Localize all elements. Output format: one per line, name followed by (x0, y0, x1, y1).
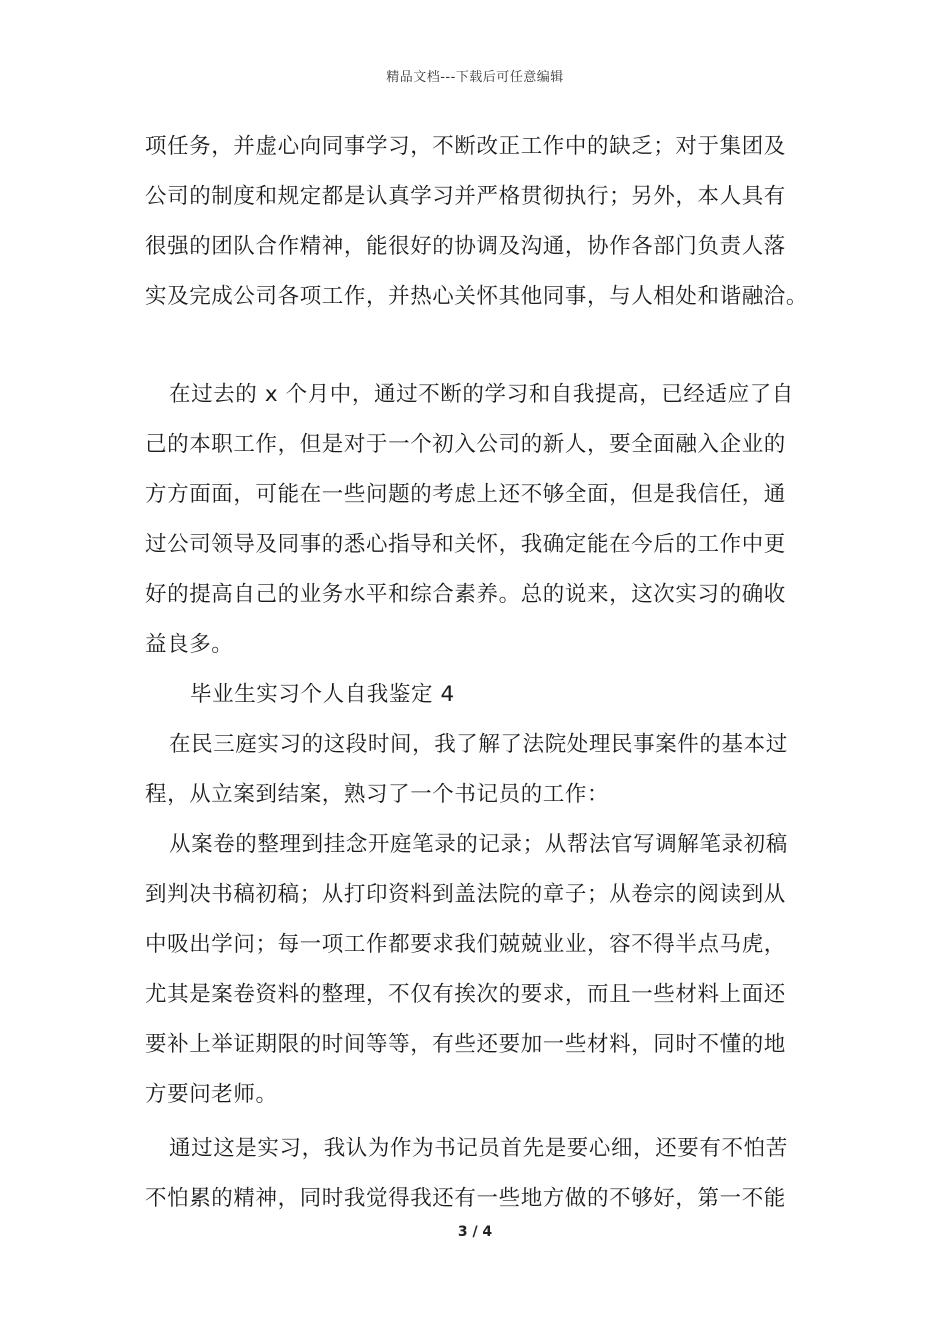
text-line: 中吸出学问；每一项工作都要求我们兢兢业业，容不得半点马虎， (145, 932, 786, 957)
paragraph-5 (145, 1124, 809, 1224)
page-header: 精品文档---下载后可任意编辑 (386, 70, 564, 85)
text-line: 己的本职工作，但是对于一个初入公司的新人，要全面融入企业的 (145, 432, 786, 457)
text-line: 实及完成公司各项工作，并热心关怀其他同事，与人相处和谐融洽。 (145, 284, 809, 309)
paragraph-4 (145, 820, 809, 1120)
text-line: 要补上举证期限的时间等等，有些还要加一些材料，同时不懂的地 (145, 1032, 786, 1057)
text-line: 过公司领导及同事的悉心指导和关怀，我确定能在今后的工作中更 (145, 532, 786, 557)
paragraph-3 (145, 720, 809, 820)
document-body (145, 122, 809, 1224)
text-line: 公司的制度和规定都是认真学习并严格贯彻执行；另外，本人具有 (145, 184, 786, 209)
text-line: 方方面面，可能在一些问题的考虑上还不够全面，但是我信任，通 (145, 482, 786, 507)
text-line: 在过去的 x 个月中，通过不断的学习和自我提高，已经适应了自 (169, 382, 794, 407)
text-line: 很强的团队合作精神，能很好的协调及沟通，协作各部门负责人落 (145, 234, 786, 259)
text-line: 通过这是实习，我认为作为书记员首先是要心细，还要有不怕苦 (169, 1136, 788, 1161)
page-number: 3 / 4 (457, 1224, 493, 1240)
paragraph-1 (145, 122, 809, 322)
text-line: 好的提高自己的业务水平和综合素养。总的说来，这次实习的确收 (145, 582, 786, 607)
section-heading: 毕业生实习个人自我鉴定 4 (190, 682, 455, 707)
text-line: 程，从立案到结案，熟习了一个书记员的工作： (145, 782, 610, 807)
text-line: 在民三庭实习的这段时间，我了解了法院处理民事案件的基本过 (169, 732, 788, 757)
text-line: 尤其是案卷资料的整理，不仅有挨次的要求，而且一些材料上面还 (145, 982, 786, 1007)
paragraph-gap (145, 322, 809, 370)
text-line: 益良多。 (145, 632, 234, 657)
text-line: 项任务，并虚心向同事学习，不断改正工作中的缺乏；对于集团及 (145, 134, 786, 159)
text-line: 方要问老师。 (145, 1082, 278, 1107)
paragraph-2 (145, 370, 809, 670)
text-line: 从案卷的整理到挂念开庭笔录的记录；从帮法官写调解笔录初稿 (169, 832, 788, 857)
text-line: 到判决书稿初稿；从打印资料到盖法院的章子；从卷宗的阅读到从 (145, 882, 786, 907)
text-line: 不怕累的精神，同时我觉得我还有一些地方做的不够好，第一不能 (145, 1186, 786, 1211)
